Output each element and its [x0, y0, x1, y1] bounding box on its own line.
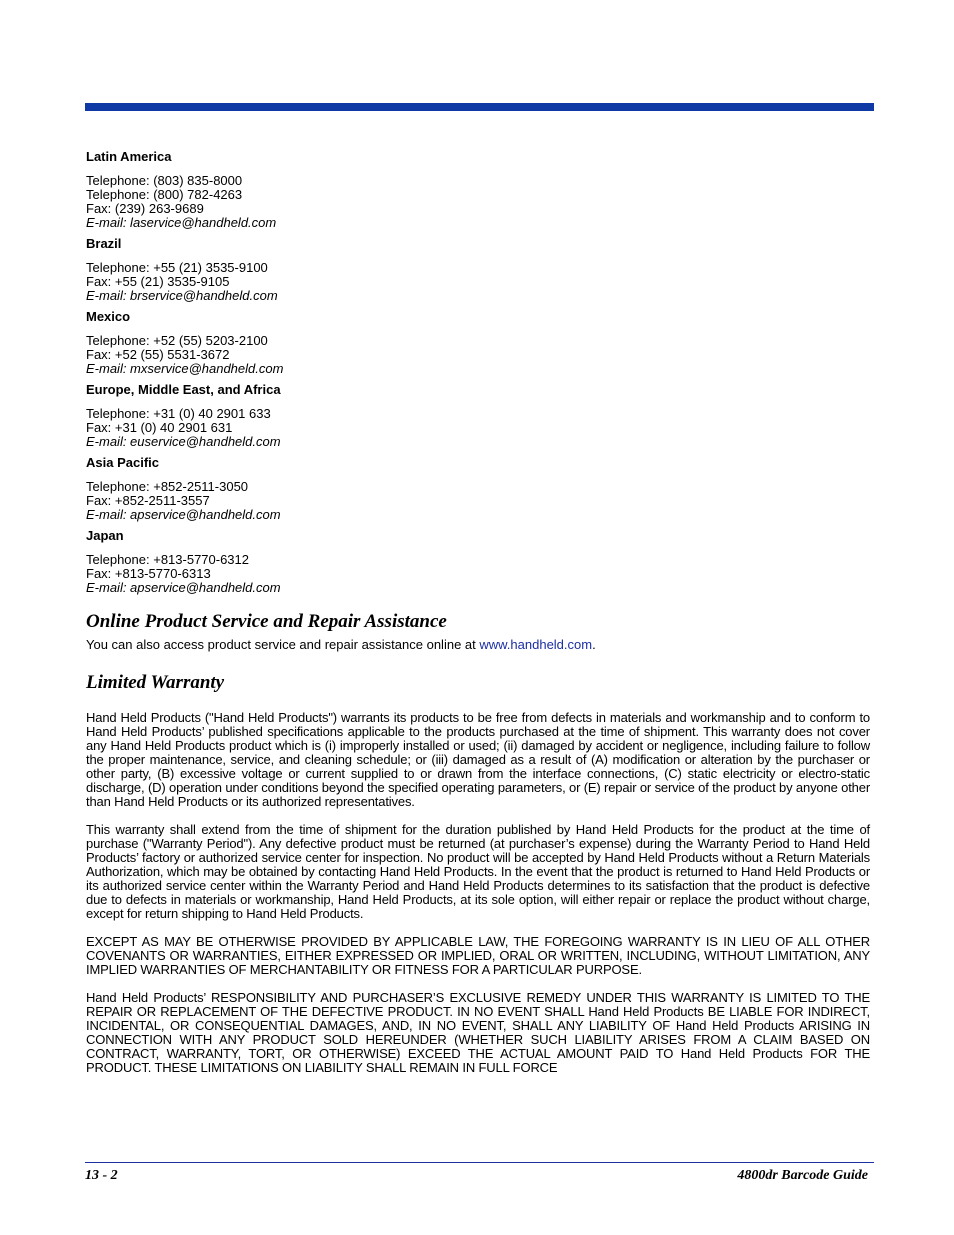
telephone-line: Telephone: +31 (0) 40 2901 633: [86, 406, 271, 421]
online-service-text: [86, 638, 870, 652]
fax-line: Fax: +55 (21) 3535-9105: [86, 274, 230, 289]
guide-title: 4800dr Barcode Guide: [737, 1168, 868, 1183]
fax-line: Fax: +31 (0) 40 2901 631: [86, 420, 233, 435]
telephone-line: Telephone: +813-5770-6312: [86, 552, 250, 567]
region-latin-america: [86, 150, 870, 237]
warranty-paragraph: This warranty shall extend from the time of shipment for the duration published by Hand Held Products for the product at the time of purchase ("Warranty Period"). Any defective product must be returned (at purchaser’s expense) during the Warranty Period to Hand Held Products’ factory or authorized service center for inspection. No product will be accepted by Hand Held Products without a Return Materials Authorization, which may be obtained by contacting Hand Held Products. In the event that the product is returned to Hand Held Products or its authorized service center within the Warranty Period and Hand Held Products determines to its satisfaction that the product is defective due to defects in materials or workmanship, Hand Held Products, at its sole option, will either repair or replace the product without charge, except for return shipping to Hand Held Products.: [86, 822, 870, 921]
region-asia-pacific: [86, 456, 870, 529]
email-line: E-mail: apservice@handheld.com: [86, 507, 281, 522]
fax-line: Fax: +52 (55) 5531-3672: [86, 347, 230, 362]
region-title: Europe, Middle East, and Africa: [86, 382, 281, 397]
region-title: Mexico: [86, 309, 131, 324]
telephone-line: Telephone: (803) 835-8000: [86, 173, 243, 188]
email-line: E-mail: laservice@handheld.com: [86, 215, 277, 230]
fax-line: Fax: (239) 263-9689: [86, 201, 204, 216]
email-line: E-mail: brservice@handheld.com: [86, 288, 278, 303]
telephone-line: Telephone: +852-2511-3050: [86, 479, 249, 494]
online-service-heading: Online Product Service and Repair Assistance: [86, 611, 447, 632]
limited-warranty-heading: Limited Warranty: [86, 672, 225, 693]
telephone-line: Telephone: (800) 782-4263: [86, 187, 243, 202]
region-japan: [86, 529, 870, 611]
fax-line: Fax: +852-2511-3557: [86, 493, 210, 508]
header-bar: [85, 103, 874, 111]
footer-rule: [85, 1162, 874, 1163]
warranty-paragraph: EXCEPT AS MAY BE OTHERWISE PROVIDED BY APPLICABLE LAW, THE FOREGOING WARRANTY IS IN LIEU OF ALL OTHER COVENANTS OR WARRANTIES, EITHER EXPRESSED OR IMPLIED, ORAL OR WRITTEN, INCLUDING, WITHOUT LIMITATION, ANY IMPLIED WARRANTIES OF MERCHANTABILITY OR FITNESS FOR A PARTICULAR PURPOSE.: [86, 934, 870, 977]
email-line: E-mail: euservice@handheld.com: [86, 434, 281, 449]
telephone-line: Telephone: +55 (21) 3535-9100: [86, 260, 268, 275]
region-brazil: [86, 237, 870, 310]
page-content: [86, 150, 870, 1075]
region-mexico: [86, 310, 870, 383]
handheld-website-link[interactable]: www.handheld.com: [479, 637, 593, 652]
email-line: E-mail: apservice@handheld.com: [86, 580, 281, 595]
region-title: Latin America: [86, 149, 172, 164]
region-title: Brazil: [86, 236, 122, 251]
email-line: E-mail: mxservice@handheld.com: [86, 361, 284, 376]
sentence-period: .: [592, 637, 596, 652]
region-title: Asia Pacific: [86, 455, 159, 470]
online-service-sentence: You can also access product service and repair assistance online at: [86, 637, 480, 652]
page-number: 13 - 2: [85, 1168, 118, 1183]
region-emea: [86, 383, 870, 456]
fax-line: Fax: +813-5770-6313: [86, 566, 211, 581]
warranty-paragraph: Hand Held Products ("Hand Held Products") warrants its products to be free from defects in materials and workmanship and to conform to Hand Held Products’ published specifications applicable to the products purchased at the time of shipment. This warranty does not cover any Hand Held Products product which is (i) improperly installed or used; (ii) damaged by accident or negligence, including failure to follow the proper maintenance, service, and cleaning schedule; or (iii) damaged as a result of (A) modification or alteration by the purchaser or other party, (B) excessive voltage or current supplied to or drawn from the interface connections, (C) static electricity or electro-static discharge, (D) operation under conditions beyond the specified operating parameters, or (E) repair or service of the product by anyone other than Hand Held Products or its authorized representatives.: [86, 710, 871, 809]
warranty-paragraph: Hand Held Products’ RESPONSIBILITY AND PURCHASER’S EXCLUSIVE REMEDY UNDER THIS WARRANTY IS LIMITED TO THE REPAIR OR REPLACEMENT OF THE DEFECTIVE PRODUCT. IN NO EVENT SHALL Hand Held Products BE LIABLE FOR INDIRECT, INCIDENTAL, OR CONSEQUENTIAL DAMAGES, AND, IN NO EVENT, SHALL ANY LIABILITY OF Hand Held Products ARISING IN CONNECTION WITH ANY PRODUCT SOLD HEREUNDER (WHETHER SUCH LIABILITY ARISES FROM A CLAIM BASED ON CONTRACT, WARRANTY, TORT, OR OTHERWISE) EXCEED THE ACTUAL AMOUNT PAID TO Hand Held Products FOR THE PRODUCT. THESE LIMITATIONS ON LIABILITY SHALL REMAIN IN FULL FORCE: [86, 990, 870, 1075]
region-title: Japan: [86, 528, 124, 543]
telephone-line: Telephone: +52 (55) 5203-2100: [86, 333, 268, 348]
